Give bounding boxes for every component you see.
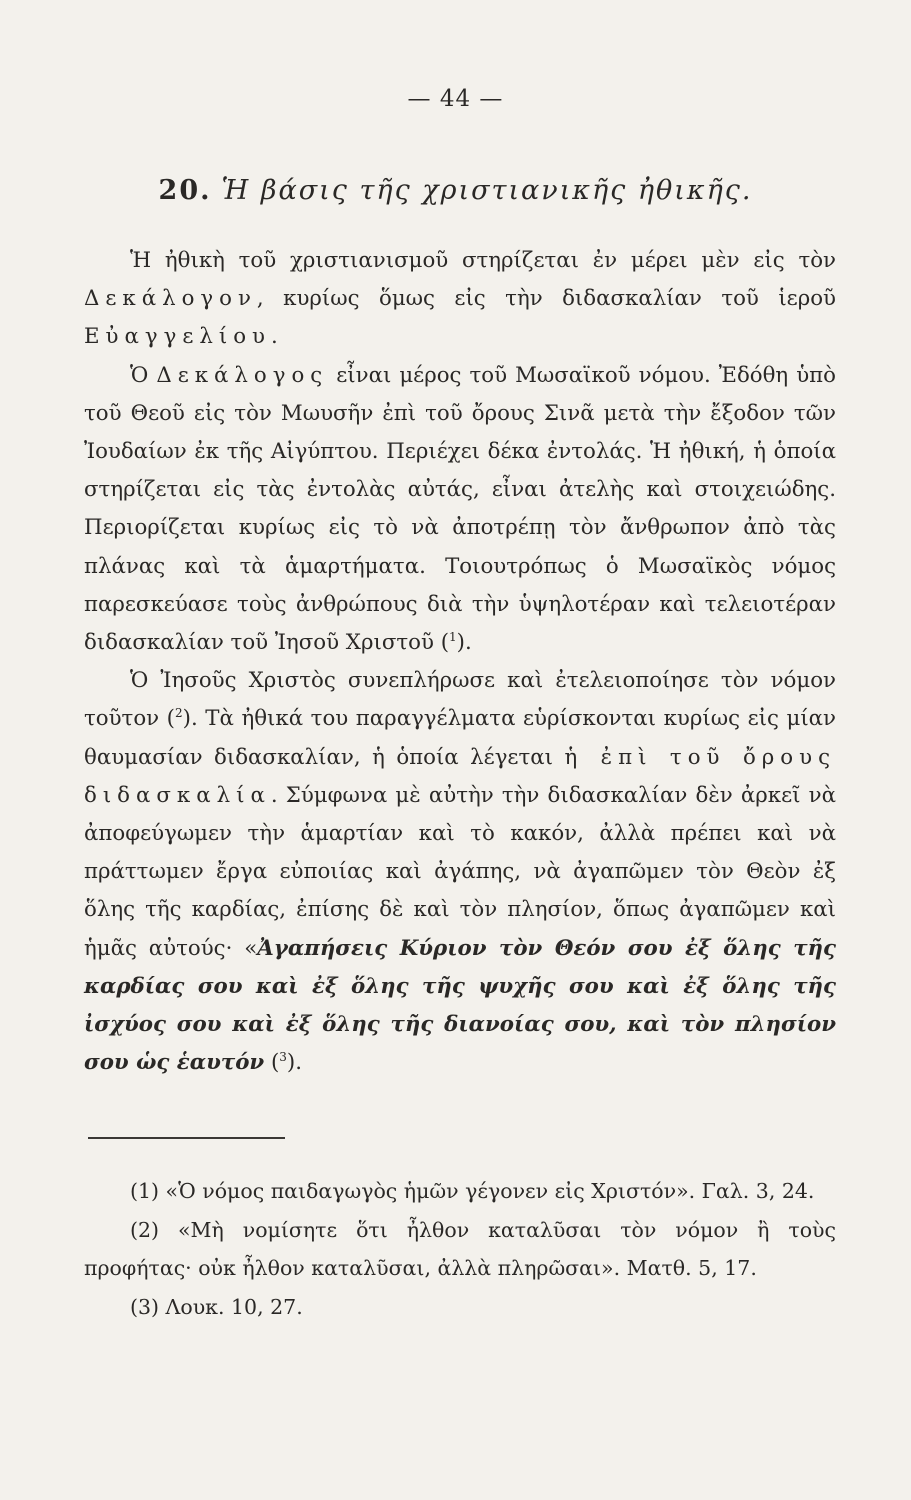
text-run: ). (456, 630, 472, 656)
emphasis-decalogue: Δεκάλογος (156, 362, 329, 388)
footnotes (84, 1172, 836, 1326)
text-run: Ὁ Ἰησοῦς Χριστὸς συνεπλήρωσε καὶ ἐτελειοποίησε τὸν νόμον τοῦτον ( (84, 668, 836, 732)
scripture-quote: Ἀγαπήσεις Κύριον τὸν Θεόν σου ἐξ ὅλης τῆς καρδίας σου καὶ ἐξ ὅλης τῆς ψυχῆς σου καὶ ἐξ ὅλης τῆς ἰσχύος σου καὶ ἐξ ὅλης τῆς διανοίας σου, καὶ τὸν πλησίον σου ὡς ἑαυτόν (84, 935, 836, 1076)
body-text (84, 242, 836, 1082)
footnote-ref: 2 (175, 706, 183, 721)
text-run: . Σύμφωνα μὲ αὐτὴν τὴν διδασκαλίαν δὲν ἀρκεῖ νὰ ἀποφεύγωμεν τὴν ἁμαρτίαν καὶ τὸ κακόν, ἀλλὰ πρέπει καὶ νὰ πράττωμεν ἔργα εὐποιίας καὶ ἀγάπης, νὰ ἀγαπῶμεν τὸν Θεὸν ἐξ ὅλης τῆς καρδίας, ἐπίσης δὲ καὶ τὸν πλησίον, ὅπως ἀγαπῶμεν καὶ ἡμᾶς αὐτούς· « (84, 782, 836, 961)
emphasis-decalogue: Δεκάλογον (84, 286, 257, 312)
text-run: εἶναι μέρος τοῦ Μωσαϊκοῦ νόμου. Ἐδόθη ὑπὸ τοῦ Θεοῦ εἰς τὸν Μωυσῆν ἐπὶ τοῦ ὄρους Σινᾶ μετὰ τὴν ἔξοδον τῶν Ἰουδαίων ἐκ τῆς Αἰγύπτου. Περιέχει δέκα ἐντολάς. Ἡ ἠθική, ἡ ὁποία στηρίζεται εἰς τὰς ἐντολὰς αὐτάς, εἶναι ἀτελὴς καὶ στοιχειώδης. Περιορίζεται κυρίως εἰς τὸ νὰ ἀποτρέπῃ τὸν ἄνθρωπον ἀπὸ τὰς πλάνας καὶ τὰ ἁμαρτήματα. Τοιουτρόπως ὁ Μωσαϊκὸς νόμος παρεσκεύασε τοὺς ἀνθρώπους διὰ τὴν ὑψηλοτέραν καὶ τελειοτέραν διδασκαλίαν τοῦ Ἰησοῦ Χριστοῦ ( (84, 362, 836, 656)
emphasis-gospel: Εὐαγγελίου (84, 324, 271, 350)
footnote: (3) Λουκ. 10, 27. (130, 1294, 303, 1319)
text-run: ). (286, 1050, 303, 1076)
text-run: Ὁ (130, 362, 157, 388)
footnote: (2) «Μὴ νομίσητε ὅτι ἦλθον καταλῦσαι τὸν νόμον ἢ τοὺς προφήτας· οὐκ ἦλθον καταλῦσαι, ἀλλὰ πληρῶσαι». Ματθ. 5, 17. (84, 1217, 836, 1280)
text-run: ). Τὰ ἠθικά του παραγγέλματα εὑρίσκονται κυρίως εἰς μίαν θαυμασίαν διδασκαλίαν, ἡ ὁποία λέγεται (84, 706, 836, 770)
emphasis-sermon: ἡ ἐπὶ τοῦ ὄρους διδασκαλία (84, 744, 836, 808)
section-title: Ἡ βάσις τῆς χριστιανικῆς ἠθικῆς. (221, 175, 753, 206)
section-heading (0, 175, 911, 206)
footnote-divider (88, 1137, 285, 1139)
text-run: . (270, 324, 278, 350)
footnote-ref: 1 (449, 629, 457, 644)
paragraph-1 (84, 242, 836, 357)
footnote-ref: 3 (279, 1050, 287, 1065)
text-run: ( (264, 1050, 280, 1076)
text-run: Ἡ ἠθικὴ τοῦ χριστιανισμοῦ στηρίζεται ἐν μέρει μὲν εἰς τὸν (130, 248, 836, 273)
paragraph-3 (84, 662, 836, 1082)
footnote: (1) «Ὁ νόμος παιδαγωγὸς ἡμῶν γέγονεν εἰς Χριστόν». Γαλ. 3, 24. (130, 1179, 815, 1203)
section-number: 20. (158, 175, 212, 206)
text-run: , κυρίως ὅμως εἰς τὴν διδασκαλίαν τοῦ ἱεροῦ (256, 286, 836, 312)
page-number: — 44 — (407, 86, 504, 112)
paragraph-2 (84, 357, 836, 663)
